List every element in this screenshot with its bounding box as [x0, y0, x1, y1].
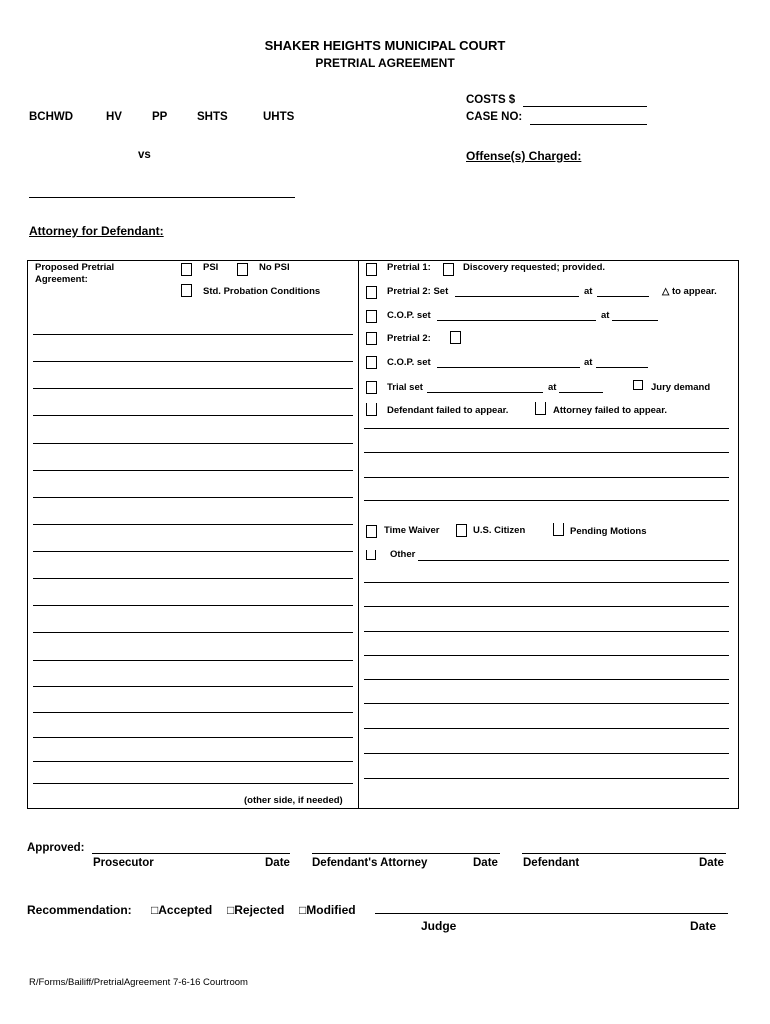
pretrial2-set-checkbox[interactable] — [366, 286, 377, 299]
attorney-label: Attorney for Defendant: — [29, 224, 164, 238]
cop-set-2-at-label: at — [584, 357, 593, 368]
left-writing-line[interactable] — [33, 334, 353, 335]
other-label: Other — [390, 549, 416, 560]
discovery-checkbox[interactable] — [443, 263, 454, 276]
cop-set-1-time-field[interactable] — [612, 320, 658, 321]
court-name: SHAKER HEIGHTS MUNICIPAL COURT — [264, 38, 506, 53]
pretrial2-time-field[interactable] — [597, 296, 649, 297]
right-writing-line[interactable] — [364, 631, 729, 632]
defendant-date-label: Date — [699, 857, 724, 869]
vs-label: vs — [138, 149, 151, 161]
form-title: PRETRIAL AGREEMENT — [315, 56, 455, 70]
right-writing-line[interactable] — [364, 452, 729, 453]
jurisdiction-shts: SHTS — [197, 111, 228, 123]
us-citizen-label: U.S. Citizen — [473, 525, 526, 536]
pretrial1-label: Pretrial 1: — [387, 262, 431, 273]
trial-set-label: Trial set — [387, 382, 423, 393]
left-writing-line[interactable] — [33, 712, 353, 713]
right-writing-line[interactable] — [364, 582, 729, 583]
left-writing-line[interactable] — [33, 551, 353, 552]
defendant-signature-field[interactable] — [522, 853, 726, 854]
judge-label: Judge — [421, 919, 457, 933]
left-writing-line[interactable] — [33, 470, 353, 471]
jurisdiction-hv: HV — [106, 111, 122, 123]
cop-set-2-label: C.O.P. set — [387, 357, 431, 368]
pretrial2-at-label: at — [584, 286, 593, 297]
left-writing-line[interactable] — [33, 660, 353, 661]
cop-set-1-date-field[interactable] — [437, 320, 596, 321]
pretrial2-extra-checkbox[interactable] — [450, 331, 461, 344]
right-writing-line[interactable] — [364, 679, 729, 680]
defendant-name-field[interactable] — [29, 197, 295, 198]
left-writing-line[interactable] — [33, 524, 353, 525]
cop-set-1-label: C.O.P. set — [387, 310, 431, 321]
trial-time-field[interactable] — [559, 392, 603, 393]
proposed-label-1: Proposed Pretrial — [35, 262, 115, 273]
std-probation-label: Std. Probation Conditions — [203, 286, 321, 297]
case-no-label: CASE NO: — [466, 111, 523, 123]
case-no-field[interactable] — [530, 124, 647, 125]
left-writing-line[interactable] — [33, 783, 353, 784]
psi-checkbox[interactable] — [181, 263, 192, 276]
pending-motions-label: Pending Motions — [570, 526, 647, 537]
pretrial2-date-field[interactable] — [455, 296, 579, 297]
defendant-label: Defendant — [523, 857, 580, 869]
left-writing-line[interactable] — [33, 761, 353, 762]
left-writing-line[interactable] — [33, 443, 353, 444]
to-appear-label: △ to appear. — [662, 286, 717, 297]
time-waiver-label: Time Waiver — [384, 525, 440, 536]
left-writing-line[interactable] — [33, 388, 353, 389]
right-writing-line[interactable] — [364, 753, 729, 754]
prosecutor-date-label: Date — [265, 857, 290, 869]
other-checkbox[interactable] — [366, 550, 376, 560]
jury-demand-checkbox[interactable] — [633, 380, 643, 390]
prosecutor-label: Prosecutor — [93, 857, 154, 869]
atty-failed-checkbox[interactable] — [535, 402, 546, 415]
right-writing-line[interactable] — [364, 477, 729, 478]
psi-label: PSI — [203, 262, 219, 273]
pretrial2-set-label: Pretrial 2: Set — [387, 286, 449, 297]
left-writing-line[interactable] — [33, 605, 353, 606]
jurisdiction-pp: PP — [152, 111, 168, 123]
cop-set-2-date-field[interactable] — [437, 367, 580, 368]
approved-label: Approved: — [27, 842, 85, 854]
judge-date-label: Date — [690, 919, 717, 933]
discovery-label: Discovery requested; provided. — [463, 262, 606, 273]
pretrial2-checkbox[interactable] — [366, 332, 377, 345]
time-waiver-checkbox[interactable] — [366, 525, 377, 538]
def-failed-label: Defendant failed to appear. — [387, 405, 509, 416]
pending-motions-checkbox[interactable] — [553, 523, 564, 536]
trial-date-field[interactable] — [427, 392, 543, 393]
right-writing-line[interactable] — [364, 500, 729, 501]
cop-set-1-checkbox[interactable] — [366, 310, 377, 323]
judge-signature-field[interactable] — [375, 913, 728, 914]
costs-field[interactable] — [523, 106, 647, 107]
offense-label: Offense(s) Charged: — [466, 149, 582, 163]
jurisdiction-bchwd: BCHWD — [29, 111, 74, 123]
accepted-option[interactable]: □Accepted — [151, 903, 213, 917]
jury-demand-label: Jury demand — [651, 382, 711, 393]
no-psi-checkbox[interactable] — [237, 263, 248, 276]
pretrial1-checkbox[interactable] — [366, 263, 377, 276]
left-writing-line[interactable] — [33, 415, 353, 416]
def-failed-checkbox[interactable] — [366, 403, 377, 416]
recommendation-label: Recommendation: — [27, 903, 132, 917]
prosecutor-signature-field[interactable] — [92, 853, 290, 854]
table-divider — [358, 260, 359, 809]
left-writing-line[interactable] — [33, 497, 353, 498]
trial-at-label: at — [548, 382, 557, 393]
jurisdiction-uhts: UHTS — [263, 111, 295, 123]
left-writing-line[interactable] — [33, 632, 353, 633]
defendants-attorney-signature-field[interactable] — [312, 853, 500, 854]
proposed-label-2: Agreement: — [35, 274, 88, 285]
costs-label: COSTS $ — [466, 94, 516, 106]
footer-form-id: R/Forms/Bailiff/PretrialAgreement 7-6-16 Courtroom — [29, 977, 248, 988]
pretrial2-label: Pretrial 2: — [387, 333, 431, 344]
other-field[interactable] — [418, 560, 729, 561]
other-side-note: (other side, if needed) — [244, 795, 343, 806]
left-writing-line[interactable] — [33, 578, 353, 579]
left-writing-line[interactable] — [33, 361, 353, 362]
rejected-option[interactable]: □Rejected — [227, 903, 285, 917]
right-writing-line[interactable] — [364, 606, 729, 607]
us-citizen-checkbox[interactable] — [456, 524, 467, 537]
right-writing-line[interactable] — [364, 655, 729, 656]
right-writing-line[interactable] — [364, 728, 729, 729]
right-writing-line[interactable] — [364, 778, 729, 779]
modified-option[interactable]: □Modified — [299, 903, 356, 917]
right-writing-line[interactable] — [364, 703, 729, 704]
no-psi-label: No PSI — [259, 262, 290, 273]
attorney-date-label: Date — [473, 857, 498, 869]
cop-set-2-time-field[interactable] — [596, 367, 648, 368]
std-probation-checkbox[interactable] — [181, 284, 192, 297]
left-writing-line[interactable] — [33, 737, 353, 738]
cop-set-2-checkbox[interactable] — [366, 356, 377, 369]
atty-failed-label: Attorney failed to appear. — [553, 405, 668, 416]
trial-set-checkbox[interactable] — [366, 381, 377, 394]
defendants-attorney-label: Defendant's Attorney — [312, 857, 428, 869]
right-writing-line[interactable] — [364, 428, 729, 429]
cop-set-1-at-label: at — [601, 310, 610, 321]
left-writing-line[interactable] — [33, 686, 353, 687]
